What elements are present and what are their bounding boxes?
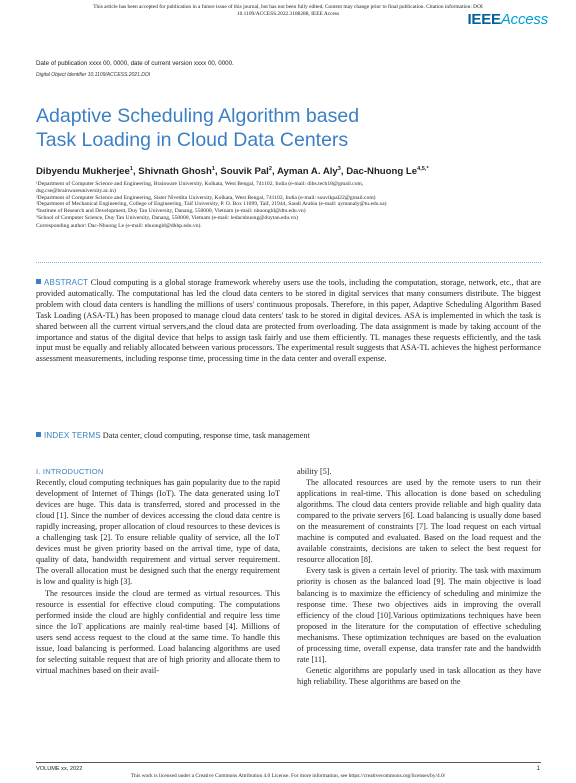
notice-line-2: 10.1109/ACCESS.2022.3188288, IEEE Access [236, 11, 340, 17]
index-terms-block [36, 430, 541, 441]
publication-date: Date of publication xxxx 00, 0000, date of current version xxxx 00, 0000. [36, 60, 234, 67]
author-name: Dac-Nhuong Le [346, 166, 418, 178]
abstract-top-divider [36, 262, 541, 263]
doi-line: Digital Object Identifier 10.1109/ACCESS.2021.DOI [36, 72, 151, 78]
affiliation-line: ³Department of Mechanical Engineering, College of Engineering, Taif University, P. O. Box 11099, Taif, 21944, Saudi Arabia (e-mail: aymanaly@tu.edu.sa) [36, 201, 387, 208]
author-name: Shivnath Ghosh [138, 166, 212, 178]
left-column [36, 466, 280, 676]
footer-divider [36, 762, 541, 763]
abstract-text: Cloud computing is a global storage framework whereby users use the tools, including the computation, storage, network, etc., that are provided automatically. The computational has led the cloud data centers to be stored in digital services that many consumers distribute. The biggest problem with cloud data centers is handling the millions of users' continuous proposals. Therefore, in this paper, Adaptive Scheduling Algorithm Based Task Loading (ASA-TL) has been proposed to manage cloud data centers' task to be stored in digital devices. ASA is implemented in which the task is shared between all the current virtual servers,and the cloud data are protected from overloading. The data assignment is made by taking account of the importance and status of the digital device that helps to assign task fairly and use them efficiently. TL manages these requests efficiently, and the task input must be equally and reliably allocated between various processors. The experimental result suggests that ASA-TL achieves the highest performance assessment measurements, including response time, processing time in the data center and overall expense. [36, 278, 541, 364]
notice-line-1: This article has been accepted for publication in a future issue of this journal, but has not been fully edited. Content may change prior to final publication. Citation information: DOI [93, 4, 483, 10]
author-affil-mark: 1 [211, 166, 215, 172]
paragraph: The resources inside the cloud are termed as virtual resources. This resource is essential for effective cloud computing. The computations performed inside the cloud are highly confidential and require less time since the IoT applications are mainly real-time based [4]. Millions of users send access request to the cloud at the same time. To handle this issue, load balancing is performed. Load balancing algorithms are used for selecting suitable request that are of high priority and allocate them to virtual machines based on their avail- [36, 588, 280, 675]
accepted-notice [60, 4, 516, 18]
section-heading: I. INTRODUCTION [36, 467, 104, 476]
affiliations [36, 181, 546, 230]
right-column [297, 466, 541, 687]
author-name: Souvik Pal [220, 166, 269, 178]
paragraph: Every task is given a certain level of priority. The task with maximum priority is chosen as the balanced load [9]. The main objective is load balancing is to maximize the efficiency of scheduling and minimize the response time. These two objectives aids in improving the overall efficiency of the cloud [10].Various optimizations techniques have been proposed in the literature for the computation of effective scheduling mechanisms. These optimization techniques are based on the evaluation of processing time, overall expense, data transfer rate and the bandwidth rate [11]. [297, 566, 541, 664]
license-notice: This work is licensed under a Creative Commons Attribution 4.0 License. For more information, see https://creativecommons.org/licenses/by/4.0/ [130, 773, 446, 779]
abstract-block [36, 278, 541, 365]
author-list: Dibyendu Mukherjee$^1$, Shivnath Ghosh$^1$, Souvik Pal$^2$, Ayman A. Aly$^3$, Dac-Nhuong $Le^{4,5,*}$ [36, 166, 429, 178]
affiliation-line: ⁴Institute of Research and Development, Duy Tan University, Danang, 550000, Vietnam (e-mail: nhuongld@dtu.edu.vn) [36, 208, 306, 215]
index-terms-bullet-icon [36, 432, 41, 437]
volume-label: VOLUME xx, 2022 [36, 766, 83, 772]
author-name: Ayman A. Aly [276, 166, 338, 178]
paragraph: The allocated resources are used by the remote users to run their applications in real-time. This allocation is done based on scheduling algorithms. The cloud data centers provide reliable and high quality data compared to the private servers [6]. Load balancing is usually done based on the measurement of constraints [7]. The load request on each virtual machine is computed and evaluated. Based on the load request and the available constraints, decisions are taken to select the best request for resource allocation [8]. [297, 478, 541, 565]
affiliation-line: ²Department of Computer Science and Engineering, Sister Nivedita University, Kolkata, West Bengal, 741102, India (e-mail: souvikpal22@gmail.com) [36, 194, 376, 201]
page-number: 1 [536, 766, 540, 772]
title-line-1: Adaptive Scheduling Algorithm based [36, 105, 360, 127]
affiliation-line: ¹Department of Computer Science and Engineering, Brainware University, Kolkata, West Bengal, 741102, India (e-mail: dibs.tech18@gmail.com, [36, 181, 364, 187]
paragraph: Recently, cloud computing techniques has gain popularity due to the rapid development of Internet of Things (IoT). The data generated using IoT devices are huge. This data is transferred, stored and processed in the cloud [1]. Since the number of devices accessing the cloud data centre is rapidly increasing, proper allocation of cloud resources to these devices is a challenging task [2]. To ensure reliable quality of service, all the IoT devices must be given priority based on the arrival time, type of data, quality of data, bandwidth requirement and virtual server requirement. The overall allocation must be designed such that the energy requirement is low and quality is high [3]. [36, 478, 280, 587]
author-name: Dibyendu Mukherjee [36, 166, 130, 178]
paragraph: Genetic algorithms are popularly used in task allocation as they have high reliability. These algorithms are based on the [297, 665, 541, 686]
author-affil-mark: 4,5,* [417, 166, 429, 172]
index-terms-text: Data center, cloud computing, response time, task management [102, 431, 310, 440]
abstract-bullet-icon [36, 279, 41, 284]
author-affil-mark: 2 [268, 166, 272, 172]
paper-title [36, 104, 486, 152]
paragraph: ability [5]. [297, 467, 332, 476]
logo-main: IEEE [467, 11, 501, 28]
ieee-access-logo [467, 11, 548, 28]
affiliation-line: ⁵School of Computer Science, Duy Tan University, Danang, 550000, Vietnam (e-mail: ledacnhuong@duytan.edu.vn) [36, 214, 298, 221]
affiliation-line: dsg.cse@brainwareuniversity.ac.in) [36, 187, 116, 194]
index-terms-label: INDEX TERMS [44, 431, 101, 440]
title-line-2: Task Loading in Cloud Data Centers [36, 129, 349, 151]
corresponding-author: Corresponding author: Dac-Nhuong Le (e-mail: nhuongld@dhhp.edu.vn). [36, 222, 202, 229]
author-affil-mark: 1 [129, 166, 133, 172]
abstract-label: ABSTRACT [44, 278, 89, 287]
logo-accent: Access [500, 11, 548, 28]
author-affil-mark: 3 [337, 166, 341, 172]
